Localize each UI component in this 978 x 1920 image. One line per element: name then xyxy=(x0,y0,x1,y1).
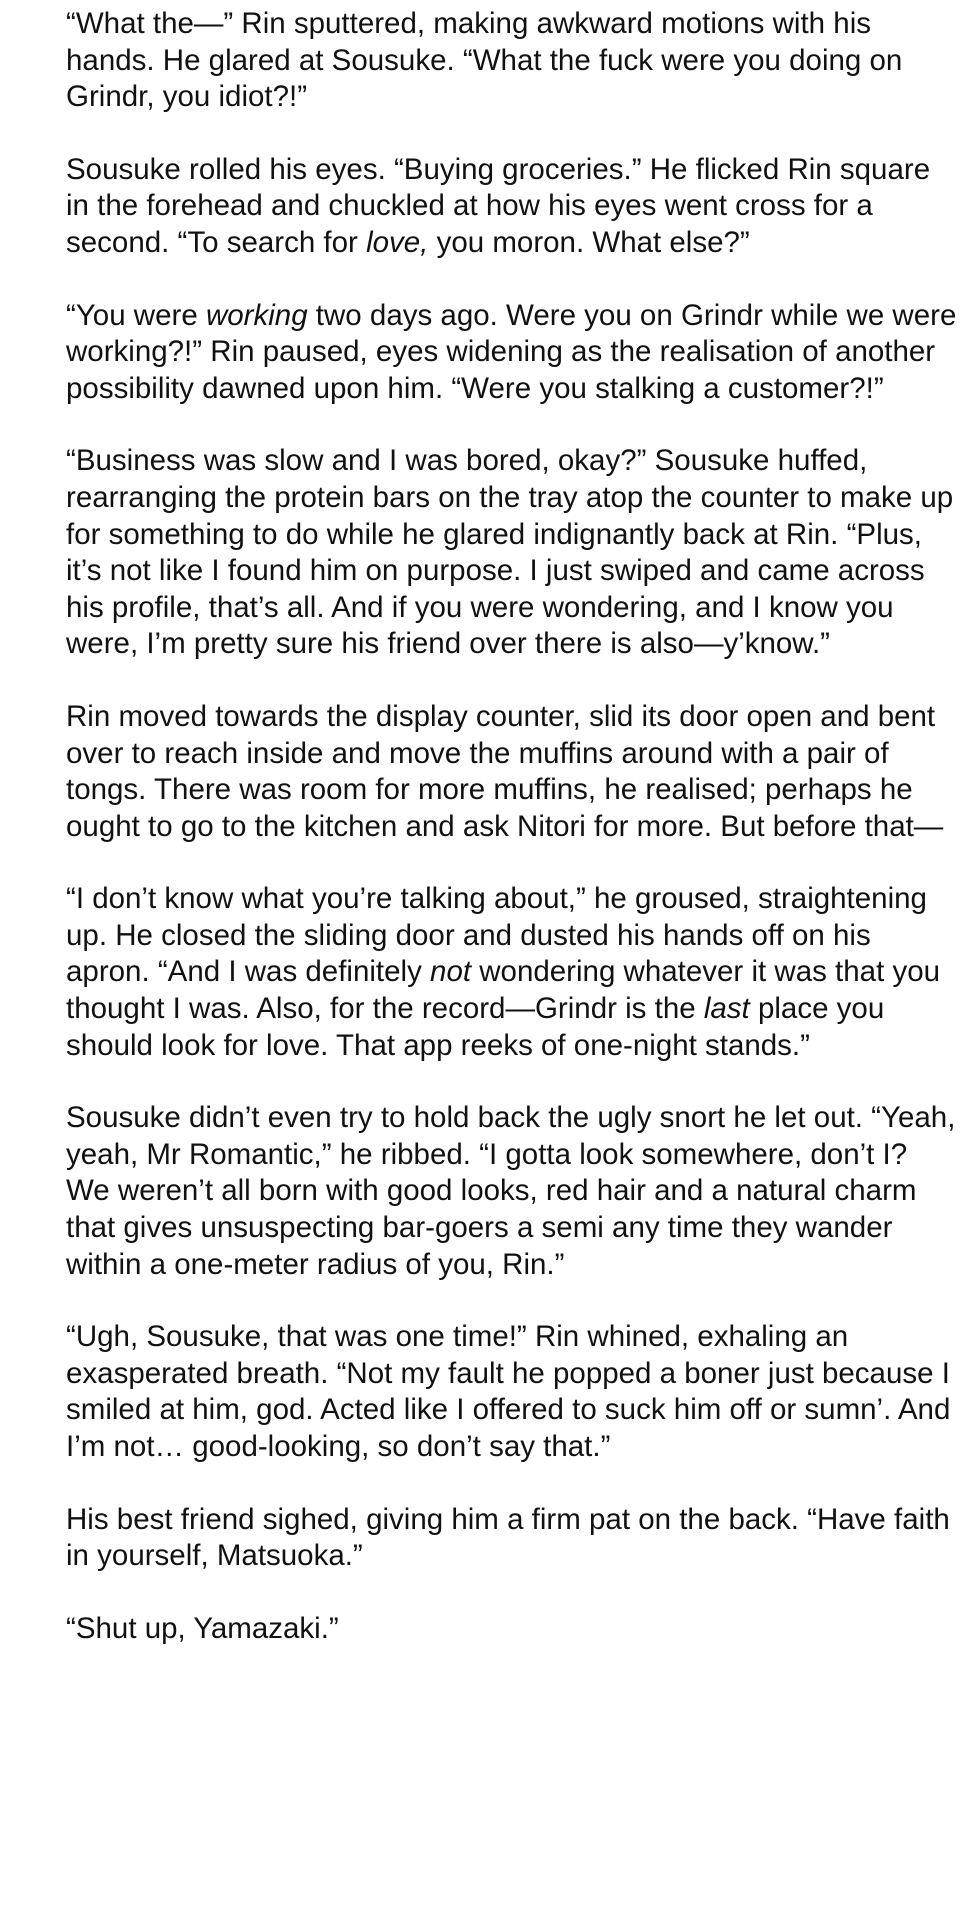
paragraph-7 xyxy=(66,1100,958,1283)
paragraph-2 xyxy=(66,152,958,262)
paragraph-text: two days ago. Were you on Grindr while we were working?!” Rin paused, eyes widening as the realisation of another possibility dawned upon him. “Were you stalking a customer?!” xyxy=(66,298,957,405)
paragraph-5 xyxy=(66,699,958,845)
paragraph-1 xyxy=(66,6,958,116)
italic-emphasis: love, xyxy=(366,225,429,259)
paragraph-text: “Business was slow and I was bored, okay?” Sousuke huffed, rearranging the protein bars on the tray atop the counter to make up for something to do while he glared indignantly back at Rin. “Plus, it’s not like I found him on purpose. I just swiped and came across his profile, that’s all. And if you were wondering, and I know you were, I’m pretty sure his friend over there is also—y’know.” xyxy=(66,444,954,661)
italic-emphasis: working xyxy=(205,298,308,332)
paragraph-text: “Shut up, Yamazaki.” xyxy=(66,1611,339,1645)
paragraph-text: you moron. What else?” xyxy=(428,225,750,259)
paragraph-text: place you should look for love. That app reeks of one-night stands.” xyxy=(66,992,885,1062)
paragraph-text: His best friend sighed, giving him a firm pat on the back. “Have faith in yourself, Matsuoka.” xyxy=(66,1502,950,1573)
paragraph-8 xyxy=(66,1319,958,1465)
paragraph-9 xyxy=(66,1502,958,1575)
paragraph-text: “You were xyxy=(66,298,206,332)
paragraph-text: “Ugh, Sousuke, that was one time!” Rin whined, exhaling an exasperated breath. “Not my fault he popped a boner just because I smiled at him, god. Acted like I offered to suck him off or sumn’. And I’m not… good-looking, so don’t say that.” xyxy=(66,1320,951,1463)
paragraph-text: Sousuke didn’t even try to hold back the ugly snort he let out. “Yeah, yeah, Mr Romantic,” he ribbed. “I gotta look somewhere, don’t I? We weren’t all born with good looks, red hair and a natural charm that gives unsuspecting bar-goers a semi any time they wander within a one-meter radius of you, Rin.” xyxy=(66,1101,956,1281)
paragraph-4 xyxy=(66,443,958,663)
paragraph-text: Rin moved towards the display counter, slid its door open and bent over to reach inside and move the muffins around with a pair of tongs. There was room for more muffins, he realised; perhaps he ought to go to the kitchen and ask Nitori for more. But before that— xyxy=(66,699,944,843)
italic-emphasis: last xyxy=(703,992,750,1026)
paragraph-text: Sousuke rolled his eyes. “Buying groceries.” He flicked Rin square in the forehead and chuckled at how his eyes went cross for a second. “To search for xyxy=(66,152,931,259)
paragraph-text: “I don’t know what you’re talking about,” he groused, straightening up. He closed the sliding door and dusted his hands off on his apron. “And I was definitely xyxy=(66,882,927,989)
paragraph-3 xyxy=(66,298,958,408)
paragraph-6 xyxy=(66,881,958,1064)
paragraph-10 xyxy=(66,1611,958,1648)
paragraph-text: “What the—” Rin sputtered, making awkward motions with his hands. He glared at Sousuke. “What the fuck were you doing on Grindr, you idiot?!” xyxy=(66,7,903,114)
italic-emphasis: not xyxy=(430,955,472,989)
paragraph-text: wondering whatever it was that you thought I was. Also, for the record—Grindr is the xyxy=(66,955,941,1026)
